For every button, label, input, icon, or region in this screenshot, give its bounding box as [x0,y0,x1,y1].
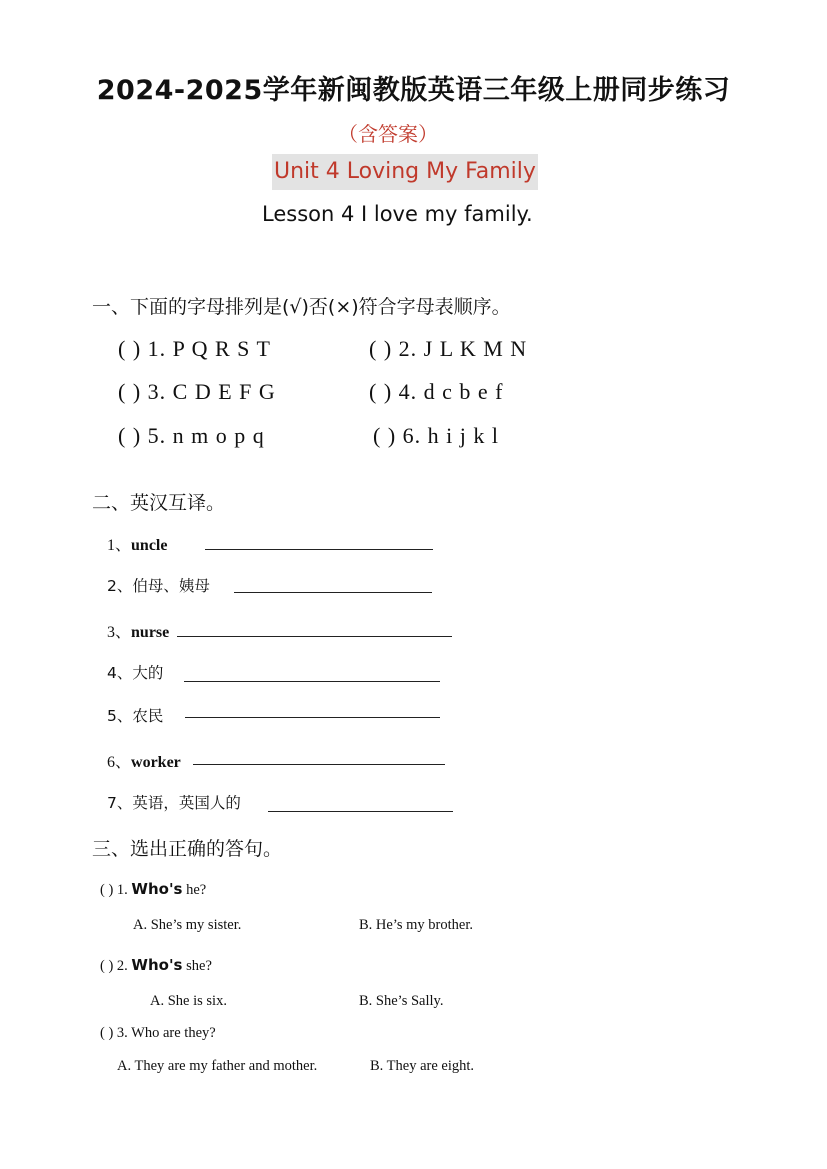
option-2b: B. She’s Sally. [359,993,444,1009]
alphabet-item-4: ( ) 4. d c b e f [369,379,504,404]
alphabet-item-2: ( ) 2. J L K M N [369,336,528,361]
item-number: 2、 [107,577,133,595]
option-2a: A. She is six. [150,993,227,1009]
translation-item-3 [107,619,169,642]
item-number: 7、 [107,794,133,812]
answer-line-6[interactable] [193,764,445,765]
alphabet-item-5: ( ) 5. n m o p q [118,423,265,448]
item-word: 英语，英国人的 [132,794,241,812]
alphabet-item-6: ( ) 6. h i j k l [373,423,499,448]
answer-line-5[interactable] [185,717,440,718]
item-number: 4、 [107,664,133,682]
option-1b: B. He’s my brother. [359,917,473,933]
translation-item-2 [107,574,210,596]
answer-line-3[interactable] [177,636,452,637]
answer-line-4[interactable] [184,681,440,682]
question-keyword: Who's [131,880,183,898]
alphabet-item-3: ( ) 3. C D E F G [118,379,276,404]
option-3b: B. They are eight. [370,1058,475,1074]
translation-item-1 [107,532,167,555]
unit-title: Unit 4 Loving My Family [272,154,538,190]
translation-item-5 [107,704,163,726]
item-word: worker [131,754,181,771]
section3-heading: 三、选出正确的答句。 [92,838,283,860]
item-word: uncle [131,537,168,554]
answer-line-7[interactable] [268,811,453,812]
page-title: 2024-2025学年新闽教版英语三年级上册同步练习 [96,75,731,106]
item-word: 大的 [132,664,164,682]
item-number: 5、 [107,707,133,725]
lesson-title: Lesson 4 I love my family. [262,202,533,226]
section2-heading: 二、英汉互译。 [92,492,226,514]
question-1: ( ) 1. Who's he? [100,880,207,898]
item-number: 3、 [107,624,132,641]
item-number: 1、 [107,537,132,554]
item-word: 农民 [132,707,164,725]
item-number: 6、 [107,754,132,771]
item-word: nurse [131,624,170,641]
option-3a: A. They are my father and mother. [117,1058,318,1074]
answer-line-2[interactable] [234,592,432,593]
answer-note: （含答案） [338,122,438,146]
answer-line-1[interactable] [205,549,433,550]
section1-heading: 一、下面的字母排列是(√)否(×)符合字母表顺序。 [92,296,511,318]
question-3: ( ) 3. Who are they? [100,1025,216,1041]
alphabet-item-1: ( ) 1. P Q R S T [118,336,271,361]
option-1a: A. She’s my sister. [133,917,242,933]
translation-item-6 [107,749,181,772]
question-2: ( ) 2. Who's she? [100,956,212,974]
translation-item-7 [107,791,241,813]
question-keyword: Who's [131,956,183,974]
item-word: 伯母、姨母 [132,577,210,595]
translation-item-4 [107,661,163,683]
